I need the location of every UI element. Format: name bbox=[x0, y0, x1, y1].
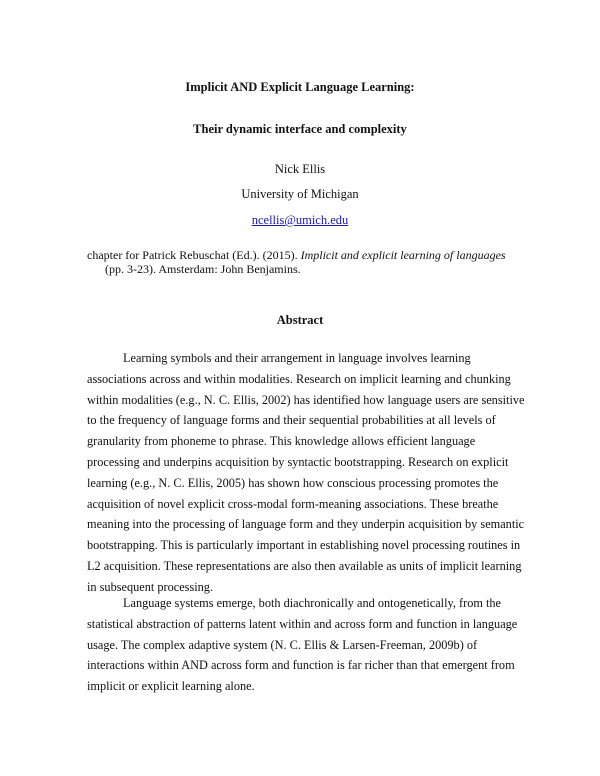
paragraph-line: associations across and within modalities. Research on implicit learning and chunking bbox=[87, 371, 511, 386]
paragraph-line: implicit or explicit learning alone. bbox=[87, 679, 255, 694]
citation-book-title: Implicit and explicit learning of languages bbox=[300, 248, 506, 262]
abstract-paragraph-2 bbox=[87, 593, 517, 697]
paragraph-line: processing and underpins acquisition by syntactic bootstrapping. Research on explicit bbox=[87, 454, 509, 469]
paragraph-line: within modalities (e.g., N. C. Ellis, 2002) has identified how language users are sensitive bbox=[87, 392, 525, 407]
paragraph-line: to the frequency of language forms and their sequential probabilities at all levels of bbox=[87, 413, 496, 428]
paragraph-line: L2 acquisition. These representations are also then available as units of implicit learning bbox=[87, 558, 522, 573]
paragraph-line: granularity from phoneme to phrase. This knowledge allows efficient language bbox=[87, 434, 476, 449]
author-affiliation: University of Michigan bbox=[241, 187, 359, 201]
citation-prefix: chapter for Patrick Rebuschat (Ed.). (2015). bbox=[87, 248, 301, 262]
paper-title: Implicit AND Explicit Language Learning: bbox=[185, 80, 415, 94]
paragraph-line: learning (e.g., N. C. Ellis, 2005) has shown how conscious processing promotes the bbox=[87, 475, 499, 490]
paragraph-line: meaning into the processing of language form and they underpin acquisition by semantic bbox=[87, 517, 525, 532]
citation bbox=[87, 248, 517, 276]
paragraph-line: Language systems emerge, both diachronically and ontogenetically, from the bbox=[123, 596, 502, 610]
abstract-paragraph-1 bbox=[87, 348, 525, 598]
author-name: Nick Ellis bbox=[274, 162, 326, 176]
paragraph-line: bootstrapping. This is particularly important in establishing novel processing routines in bbox=[87, 538, 521, 553]
abstract-heading: Abstract bbox=[276, 313, 324, 327]
citation-suffix: (pp. 3-23). Amsterdam: John Benjamins. bbox=[105, 262, 301, 276]
author-email-link[interactable]: ncellis@umich.edu bbox=[251, 213, 349, 227]
paragraph-line: acquisition of novel explicit cross-modal form-meaning associations. These breathe bbox=[87, 496, 499, 511]
paragraph-line: Learning symbols and their arrangement in language involves learning bbox=[123, 351, 471, 365]
paragraph-line: statistical abstraction of patterns latent within and across form and function in language bbox=[87, 616, 518, 631]
paper-subtitle: Their dynamic interface and complexity bbox=[193, 122, 407, 136]
paragraph-line: interactions within AND across form and function is far richer than that emergent from bbox=[87, 658, 515, 673]
paragraph-line: usage. The complex adaptive system (N. C. Ellis & Larsen-Freeman, 2009b) of bbox=[87, 637, 478, 652]
paragraph-line: in subsequent processing. bbox=[87, 579, 214, 594]
